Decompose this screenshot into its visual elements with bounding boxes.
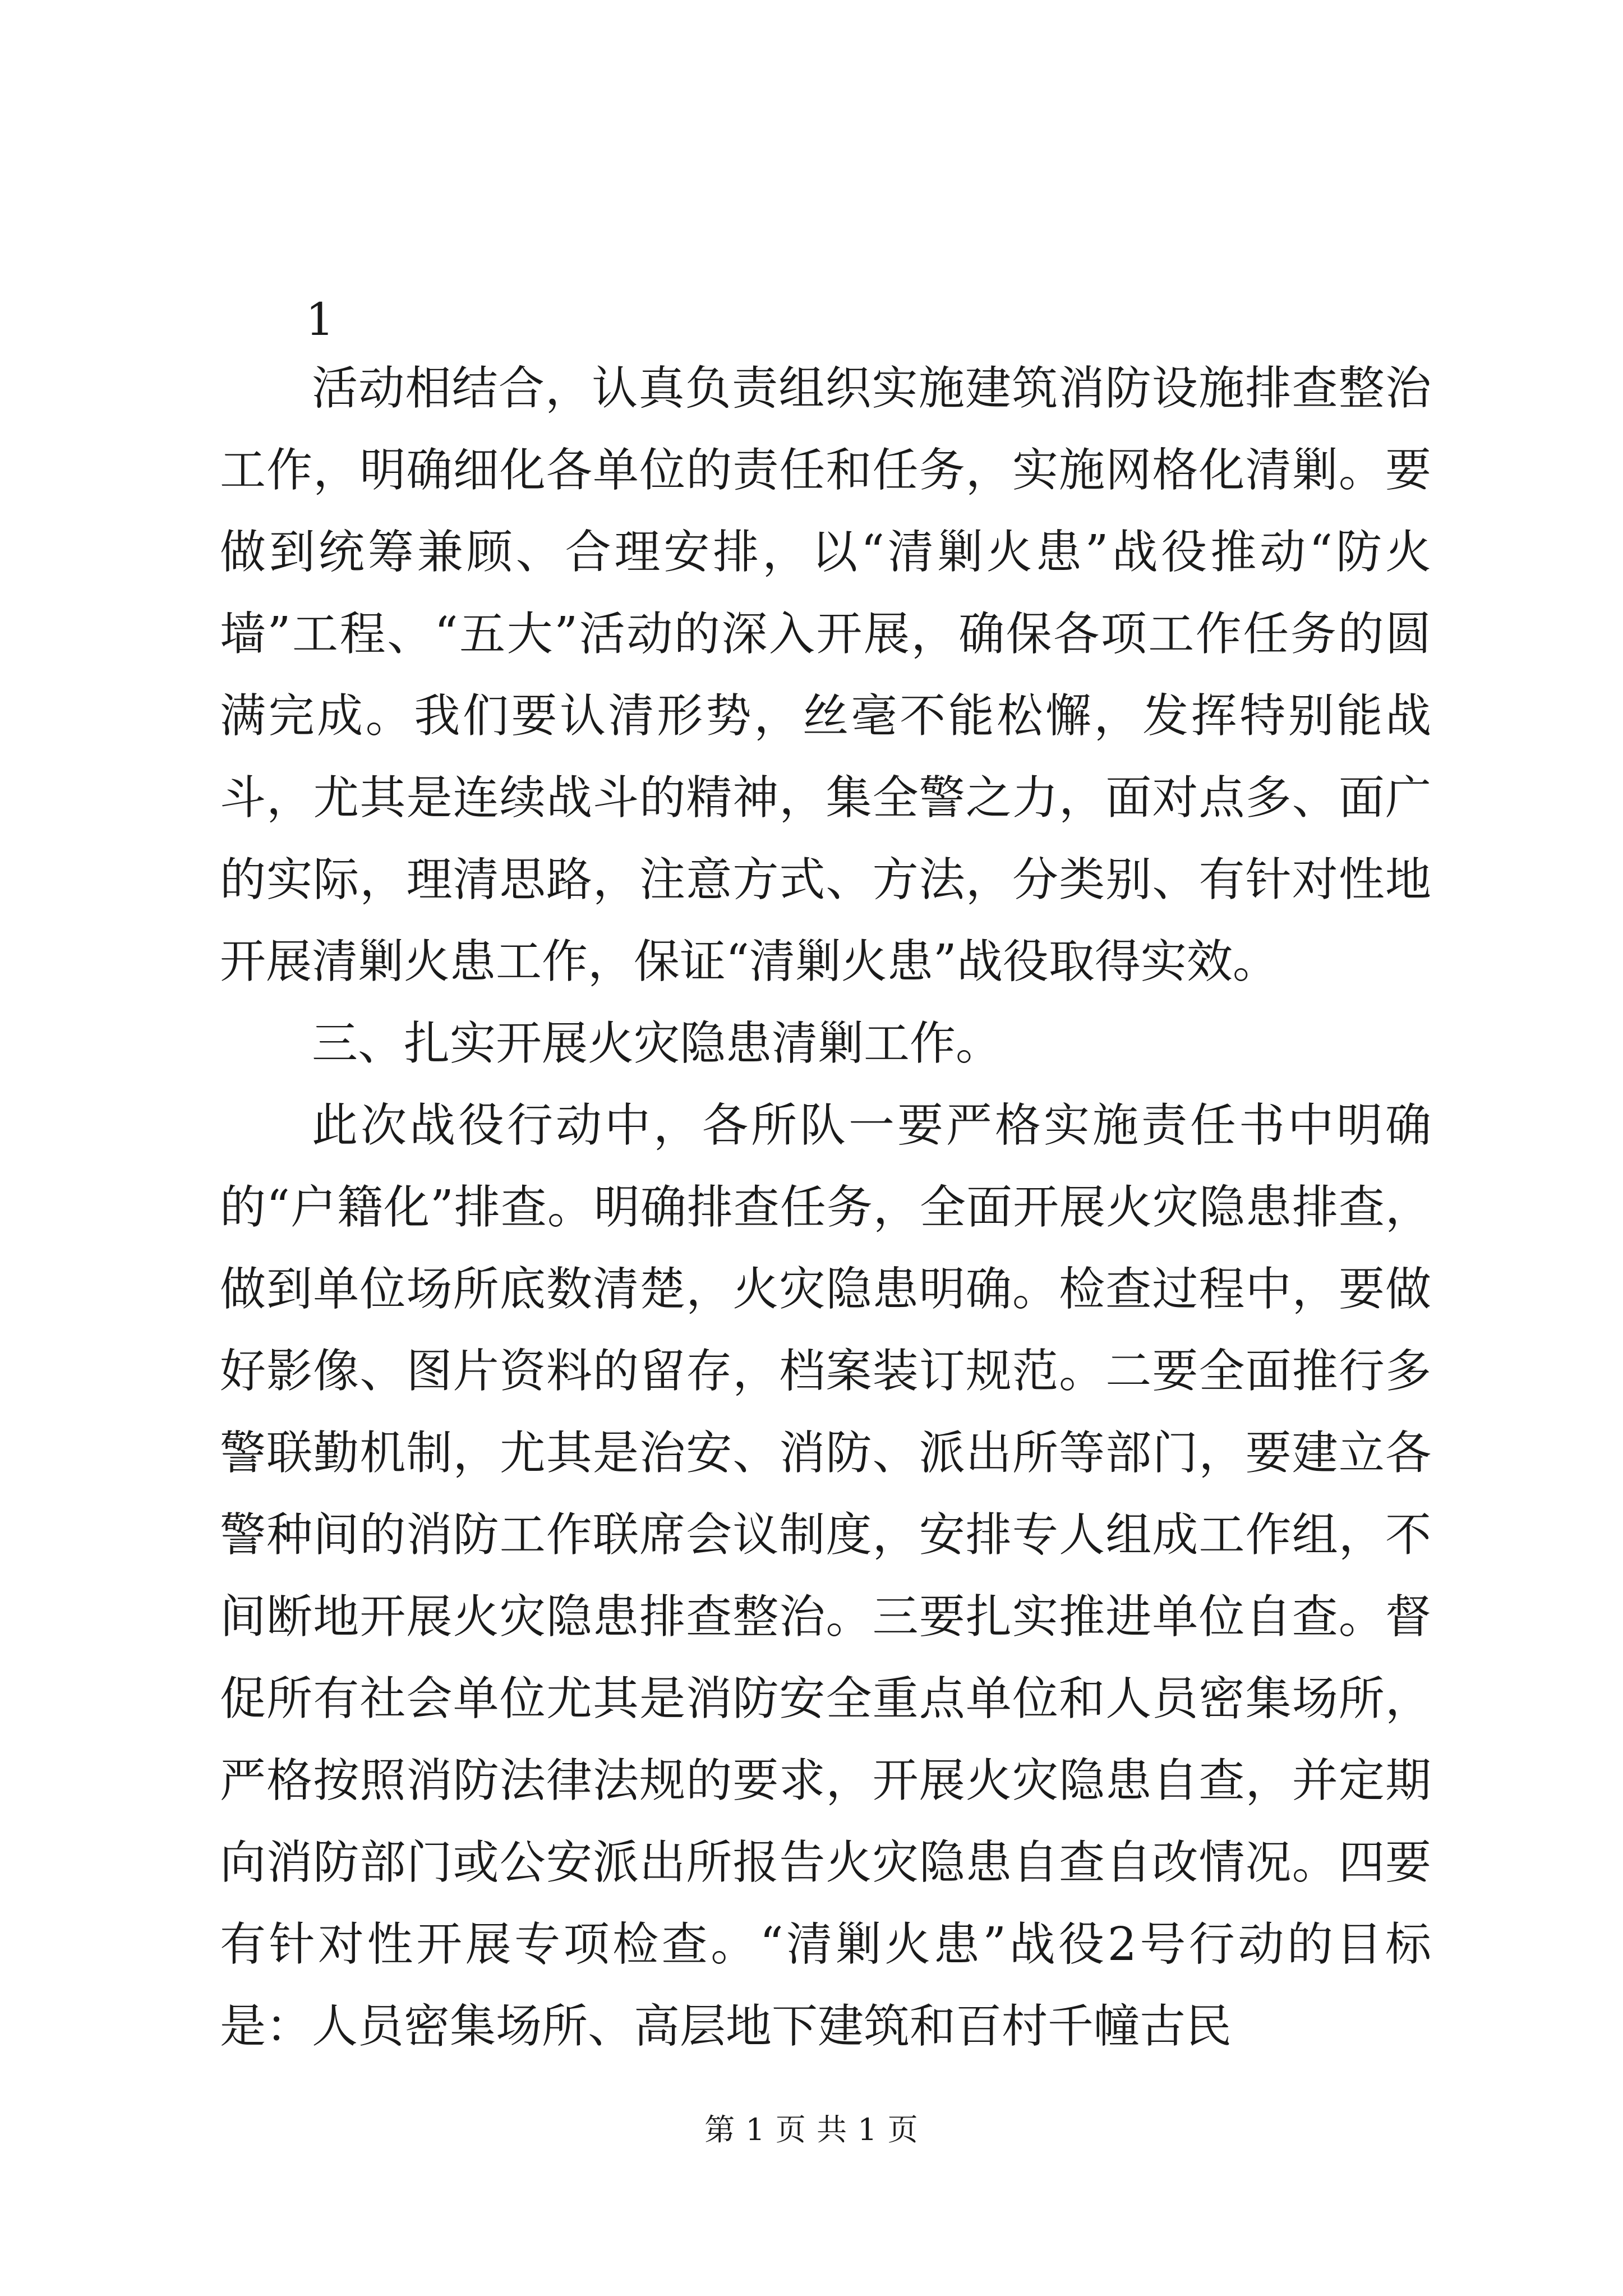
page-footer: 第 1 页 共 1 页: [704, 2112, 919, 2147]
page-marker: 1: [306, 293, 334, 346]
paragraph-2-heading: 三、扎实开展火灾隐患清剿工作。: [312, 1017, 1002, 1070]
document-body: [220, 348, 1431, 2068]
paragraph-3: 此次战役行动中，各所队一要严格实施责任书中明确的“户籍化”排查。明确排查任务，全面开展火灾隐患排查，做到单位场所底数清楚，火灾隐患明确。检查过程中，要做好影像、图片资料的留存，档案装订规范。二要全面推行多警联勤机制，尤其是治安、消防、派出所等部门，要建立各警种间的消防工作联席会议制度，安排专人组成工作组，不间断地开展火灾隐患排查整治。三要扎实推进单位自查。督促所有社会单位尤其是消防安全重点单位和人员密集场所，严格按照消防法律法规的要求，开展火灾隐患自查，并定期向消防部门或公安派出所报告火灾隐患自查自改情况。四要有针对性开展专项检查。“清剿火患”战役2号行动的目标是：人员密集场所、高层地下建筑和百村千幢古民: [220, 1099, 1431, 2053]
paragraph-1: 活动相结合，认真负责组织实施建筑消防设施排查整治工作，明确细化各单位的责任和任务，实施网格化清剿。要做到统筹兼顾、合理安排，以“清剿火患”战役推动“防火墙”工程、“五大”活动的深入开展，确保各项工作任务的圆满完成。我们要认清形势，丝毫不能松懈，发挥特别能战斗，尤其是连续战斗的精神，集全警之力，面对点多、面广的实际，理清思路，注意方式、方法，分类别、有针对性地开展清剿火患工作，保证“清剿火患”战役取得实效。: [220, 362, 1431, 988]
